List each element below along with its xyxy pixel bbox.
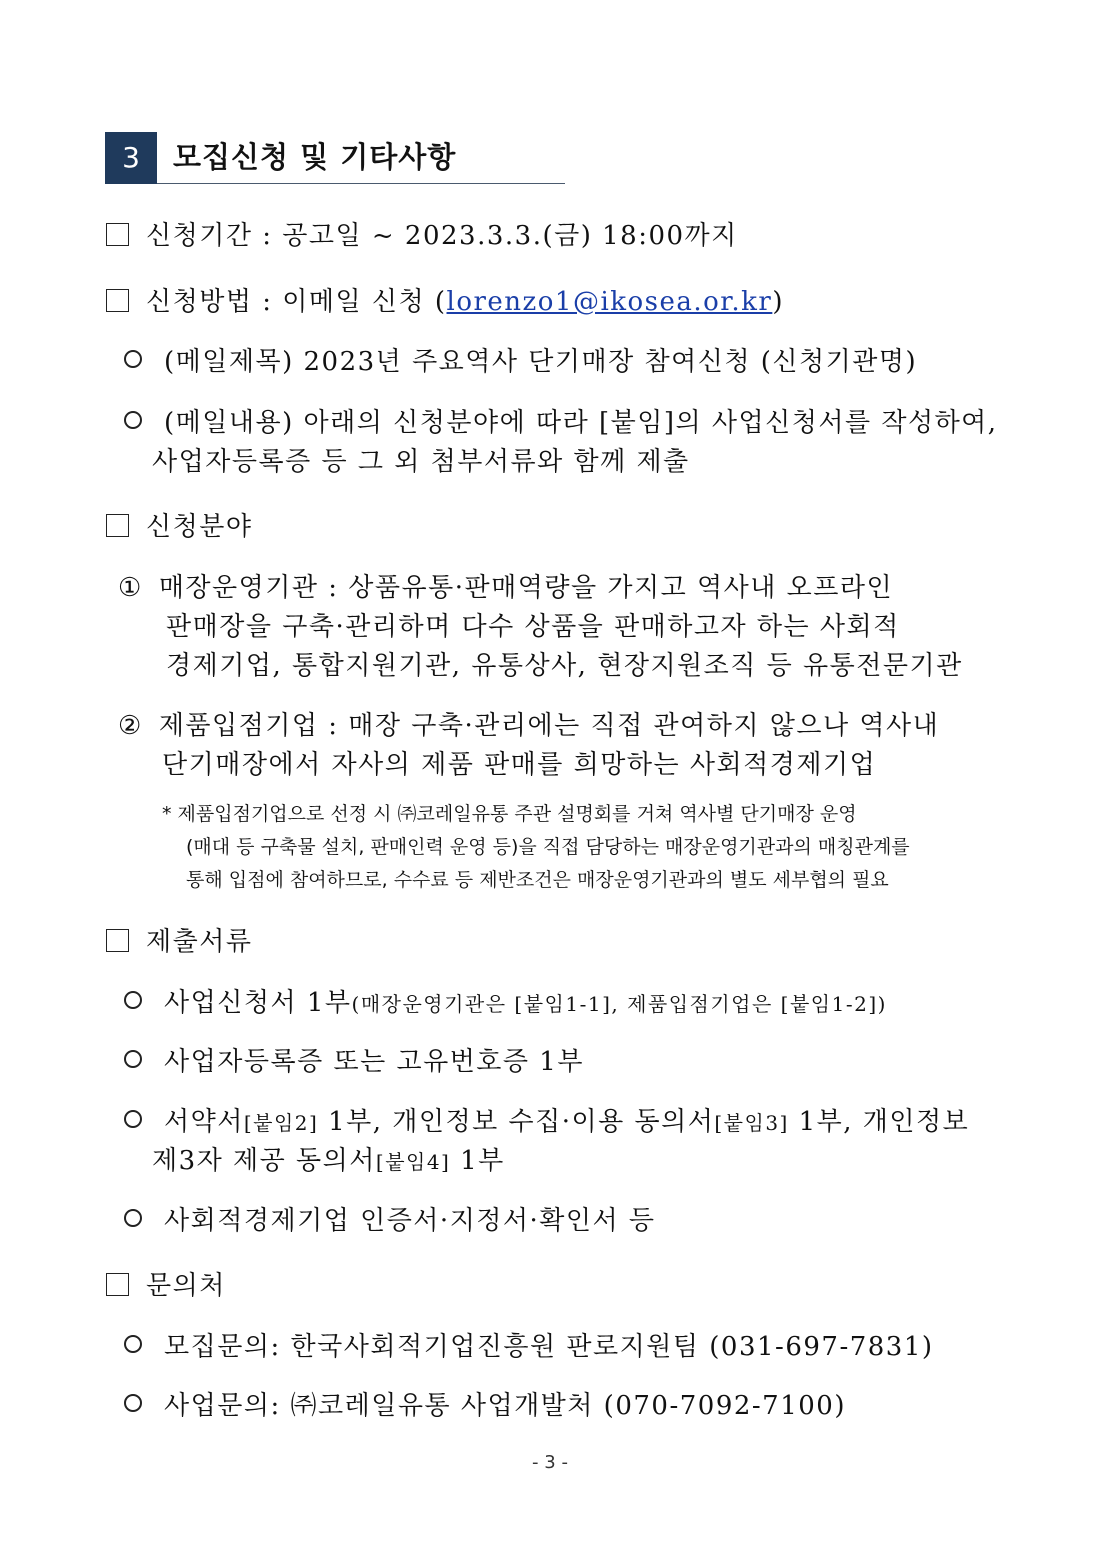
bullet-circle-icon <box>124 1050 142 1068</box>
doc-3-a: 서약서 <box>164 1107 244 1137</box>
contact-title: 문의처 <box>146 1271 226 1301</box>
doc-item-1 <box>124 985 887 1022</box>
contact-2-text: 사업문의: ㈜코레일유통 사업개발처 (070-7092-7100) <box>164 1391 846 1421</box>
section-number: 3 <box>105 132 157 184</box>
bullet-circle-icon <box>124 1394 142 1412</box>
bullet-circle-icon <box>124 1110 142 1128</box>
mail-body-item <box>124 405 998 441</box>
contact-item-2 <box>124 1388 846 1424</box>
section-header <box>105 132 565 184</box>
mail-subject-item <box>124 344 917 380</box>
bullet-circle-icon <box>124 991 142 1009</box>
doc-3-d: [붙임3] <box>714 1111 789 1135</box>
note-line1: * 제품입점기업으로 선정 시 ㈜코레일유통 주관 설명회를 거쳐 역사별 단기매장 운영 <box>162 803 857 825</box>
doc-item-4 <box>124 1203 656 1239</box>
doc-1-main: 사업신청서 1부 <box>164 988 352 1018</box>
bullet-circle-icon <box>124 350 142 368</box>
method-text: 신청방법 : 이메일 신청 ( <box>146 287 447 317</box>
field-item-1-line2: 판매장을 구축·관리하며 다수 상품을 판매하고자 하는 사회적 <box>166 612 900 642</box>
note-line2: (매대 등 구축물 설치, 판매인력 운영 등)을 직접 담당하는 매장운영기관과의 매칭관계를 <box>186 836 910 858</box>
documents-title: 제출서류 <box>146 927 253 957</box>
checkbox-square-icon <box>106 929 129 952</box>
doc-2-text: 사업자등록증 또는 고유번호증 1부 <box>164 1047 584 1077</box>
mail-subject-text: (메일제목) 2023년 주요역사 단기매장 참여신청 (신청기관명) <box>164 347 918 377</box>
field-item-2-line2: 단기매장에서 자사의 제품 판매를 희망하는 사회적경제기업 <box>162 750 877 780</box>
documents-heading <box>106 924 252 960</box>
doc-3-f: 제3자 제공 동의서 <box>152 1146 376 1176</box>
circled-number-2: ② <box>118 711 143 741</box>
section-underline <box>157 183 565 184</box>
method-close: ) <box>772 287 784 317</box>
field-item-1-line1: 매장운영기관 : 상품유통·판매역량을 가지고 역사내 오프라인 <box>158 573 894 603</box>
checkbox-square-icon <box>106 223 129 246</box>
doc-item-3-line2 <box>152 1143 505 1180</box>
period-item <box>106 218 738 254</box>
fields-title: 신청분야 <box>146 512 253 542</box>
contact-item-1 <box>124 1329 934 1365</box>
doc-1-detail: (매장운영기관은 [붙임1-1], 제품입점기업은 [붙임1-2]) <box>351 992 887 1016</box>
field-item-2-line1: 제품입점기업 : 매장 구축·관리에는 직접 관여하지 않으나 역사내 <box>158 711 940 741</box>
mail-body-line2: 사업자등록증 등 그 외 첨부서류와 함께 제출 <box>152 447 690 477</box>
method-item <box>106 284 784 320</box>
contact-1-text: 모집문의: 한국사회적기업진흥원 판로지원팀 (031-697-7831) <box>164 1332 934 1362</box>
field-item-2 <box>118 708 939 744</box>
bullet-circle-icon <box>124 411 142 429</box>
doc-item-2 <box>124 1044 584 1080</box>
period-text: 신청기간 : 공고일 ~ 2023.3.3.(금) 18:00까지 <box>146 221 738 251</box>
note-line3: 통해 입점에 참여하므로, 수수료 등 제반조건은 매장운영기관과의 별도 세부협의 필요 <box>186 869 889 891</box>
bullet-circle-icon <box>124 1335 142 1353</box>
checkbox-square-icon <box>106 1273 129 1296</box>
mail-body-line1: (메일내용) 아래의 신청분야에 따라 [붙임]의 사업신청서를 작성하여, <box>164 408 998 438</box>
doc-3-g: [붙임4] <box>375 1150 451 1174</box>
page-number: - 3 - <box>532 1452 568 1473</box>
bullet-circle-icon <box>124 1209 142 1227</box>
checkbox-square-icon <box>106 514 129 537</box>
field-item-1-line3: 경제기업, 통합지원기관, 유통상사, 현장지원조직 등 유통전문기관 <box>166 651 963 681</box>
email-link[interactable]: lorenzo1@ikosea.or.kr <box>446 287 773 317</box>
contact-heading <box>106 1268 226 1304</box>
doc-3-c: 1부, 개인정보 수집·이용 동의서 <box>318 1107 715 1137</box>
doc-3-b: [붙임2] <box>243 1111 319 1135</box>
fields-heading <box>106 509 252 545</box>
circled-number-1: ① <box>118 573 143 603</box>
doc-3-h: 1부 <box>450 1146 505 1176</box>
doc-item-3 <box>124 1104 969 1141</box>
field-item-1 <box>118 570 893 606</box>
doc-4-text: 사회적경제기업 인증서·지정서·확인서 등 <box>164 1206 656 1236</box>
doc-3-e: 1부, 개인정보 <box>788 1107 970 1137</box>
checkbox-square-icon <box>106 289 129 312</box>
section-title: 모집신청 및 기타사항 <box>173 140 457 174</box>
